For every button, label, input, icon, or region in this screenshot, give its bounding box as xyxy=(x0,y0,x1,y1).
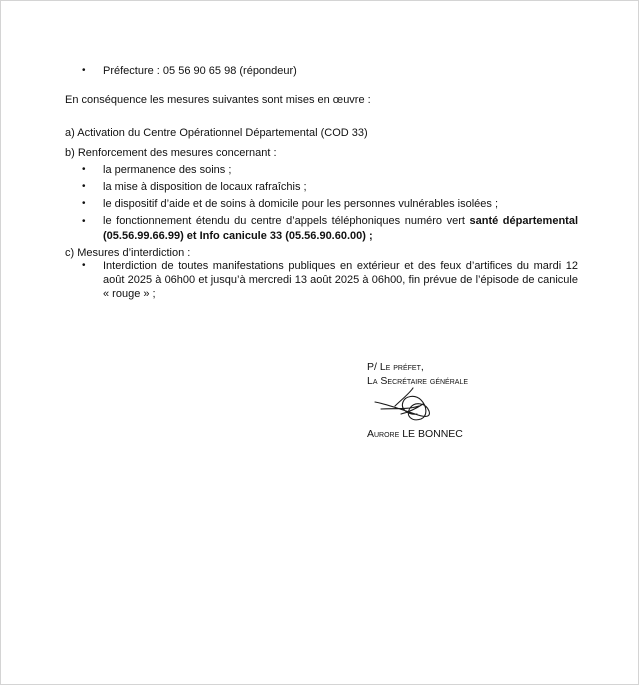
intro-text: En conséquence les mesures suivantes sont mises en œuvre : xyxy=(65,94,371,106)
measure-c-list xyxy=(103,259,578,301)
signature-line-2: La Secrétaire générale xyxy=(367,375,469,387)
list-item: • la mise à disposition de locaux rafraîchis ; xyxy=(103,180,578,194)
list-item: • la permanence des soins ; xyxy=(103,163,578,177)
list-item: • Interdiction de toutes manifestations publiques en extérieur et des feux d’artifices du mardi 12 août 2025 à 06h00 et jusqu’à mercredi 13 août 2025 à 06h00, fin prévue de l’épisode de canicule « rouge » ; xyxy=(103,259,578,301)
item-bold-text: santé départemental (05.56.99.66.99) et Info canicule 33 (05.56.90.60.00) ; xyxy=(103,215,578,242)
signatory-name: Aurore LE BONNEC xyxy=(367,428,463,440)
measure-b-heading: b) Renforcement des mesures concernant : xyxy=(65,147,277,159)
item-plain-text: le fonctionnement étendu du centre d’appels téléphoniques numéro vert xyxy=(103,215,470,227)
signature-line-1: P/ Le préfet, xyxy=(367,361,424,373)
contact-list xyxy=(103,64,583,78)
handwritten-signature-icon xyxy=(371,384,446,430)
measure-c-heading: c) Mesures d’interdiction : xyxy=(65,247,191,259)
list-item: • le dispositif d’aide et de soins à domicile pour les personnes vulnérables isolées ; xyxy=(103,197,578,211)
list-item xyxy=(103,214,578,244)
prefecture-phone: • Préfecture : 05 56 90 65 98 (répondeur) xyxy=(103,64,583,78)
measure-a: a) Activation du Centre Opérationnel Départemental (COD 33) xyxy=(65,127,368,139)
measure-b-list xyxy=(103,163,578,244)
